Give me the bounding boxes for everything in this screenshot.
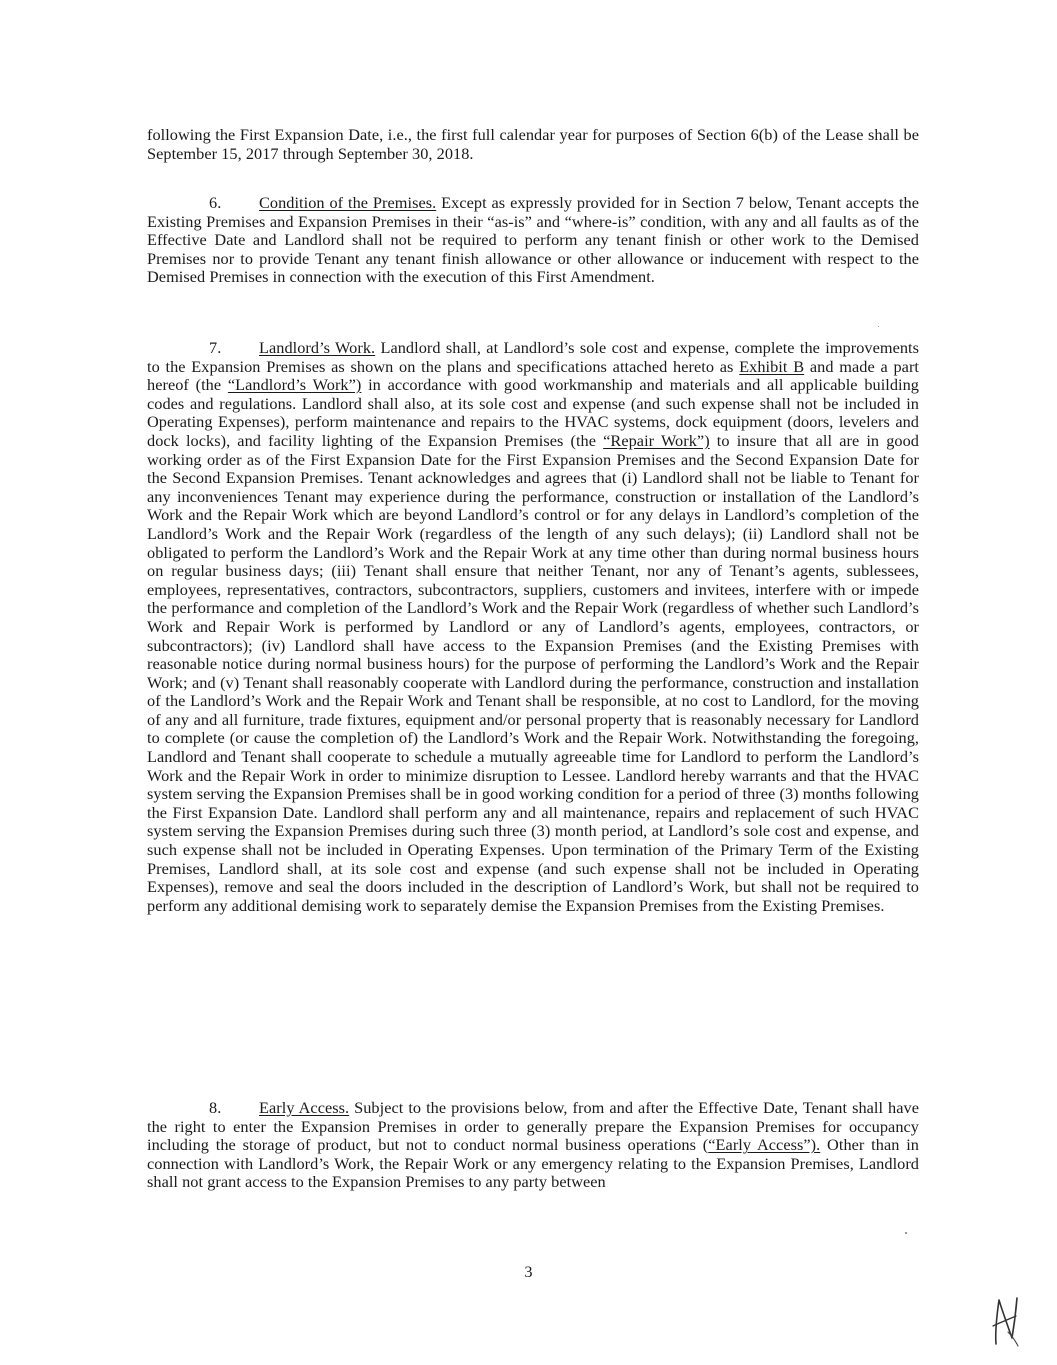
scan-speck bbox=[905, 1232, 907, 1234]
section-6-number: 6. bbox=[209, 193, 222, 212]
section-7-paragraph bbox=[147, 339, 919, 915]
section-8-number: 8. bbox=[209, 1098, 222, 1117]
handwritten-initials-signature bbox=[990, 1292, 1024, 1350]
section-8-paragraph bbox=[147, 1099, 919, 1192]
section-7-heading: Landlord’s Work. bbox=[259, 338, 376, 357]
section-7-body-b: and made a part hereof (the bbox=[147, 356, 919, 395]
section-7-body-d: to insure that all are in good working order as of the First Expansion Date for the First Expansion Premises and the Second Expansion Date for the Second Expansion Premises. Tenant acknowledges and agrees that (i) Landlord shall not be liable to Tenant for any inconveniences Tenant may experience during the performance, construction or installation of the Landlord’s Work and the Repair Work which are beyond Landlord’s control or for any delays in Landlord’s completion of the Landlord’s Work and the Repair Work (regardless of the length of any such delays); (ii) Landlord shall not be obligated to perform the Landlord’s Work and the Repair Work at any time other than during normal business hours on regular business days; (iii) Tenant shall ensure that neither Tenant, nor any of Tenant’s agents, sublessees, employees, representatives, contractors, subcontractors, suppliers, customers and invitees, interfere with or impede the performance and completion of the Landlord’s Work and the Repair Work (regardless of whether such Landlord’s Work and Repair Work is performed by Landlord or any of Landlord’s agents, employees, contractors, or subcontractors); (iv) Landlord shall have access to the Expansion Premises (and the Existing Premises with reasonable notice during normal business hours) for the purpose of performing the Landlord’s Work and the Repair Work; and (v) Tenant shall reasonably cooperate with Landlord during the performance, construction and installation of the Landlord’s Work and the Repair Work and Tenant shall be responsible, at no cost to Landlord, for the moving of any and all furniture, trade fixtures, equipment and/or personal property that is reasonably necessary for Landlord to complete (or cause the completion of) the Landlord’s Work and the Repair Work. Notwithstanding the foregoing, Landlord and Tenant shall cooperate to schedule a mutually agreeable time for Landlord to perform the Landlord’s Work and the Repair Work in order to minimize disruption to Lessee. Landlord hereby warrants and that the HVAC system serving the Expansion Premises shall be in good working condition for a period of three (3) months following the First Expansion Date. Landlord shall perform any and all maintenance, repairs and replacement of such HVAC system serving the Expansion Premises during such three (3) month period, at Landlord’s sole cost and expense, and such expense shall not be included in Operating Expenses. Upon termination of the Primary Term of the Existing Premises, Landlord shall, at its sole cost and expense (and such expense shall not be included in Operating Expenses), remove and seal the doors included in the description of Landlord’s Work, but shall not be required to perform any additional demising work to separately demise the Expansion Premises from the Existing Premises. bbox=[147, 430, 919, 915]
repair-work-defined-term: “Repair Work”) bbox=[603, 430, 710, 450]
early-access-defined-term: “Early Access”). bbox=[708, 1135, 821, 1155]
section-8-body-b: Other than in connection with Landlord’s Work, the Repair Work or any emergency relating to the Expansion Premises, Landlord shall not grant access to the Expansion Premises to any party between bbox=[147, 1135, 919, 1192]
intro-text: following the First Expansion Date, i.e., the first full calendar year for purposes of Section 6(b) of the Lease shall be September 15, 2017 through September 30, 2018. bbox=[147, 125, 919, 163]
exhibit-b-reference: Exhibit B bbox=[739, 356, 805, 376]
section-7-body-c: in accordance with good workmanship and materials and all applicable building codes and regulations. Landlord shall also, at its sole cost and expense (and such expense shall not be included in Operating Expenses), perform maintenance and repairs to the HVAC systems, dock equipment (doors, levelers and dock locks), and facility lighting of the Expansion Premises (the bbox=[147, 375, 919, 450]
landlords-work-defined-term: “Landlord’s Work”) bbox=[227, 375, 362, 395]
section-6-body: Except as expressly provided for in Section 7 below, Tenant accepts the Existing Premises and Expansion Premises in their “as-is” and “where-is” condition, with any and all faults as of the Effective Date and Landlord shall not be required to perform any tenant finish or other work to the Demised Premises nor to provide Tenant any tenant finish allowance or other allowance or inducement with respect to the Demised Premises in connection with the execution of this First Amendment. bbox=[147, 193, 919, 287]
page-number: 3 bbox=[524, 1262, 533, 1281]
section-8-heading: Early Access. bbox=[259, 1098, 350, 1117]
section-6-heading: Condition of the Premises. bbox=[259, 193, 437, 212]
scan-speck bbox=[878, 326, 879, 327]
section-8-body-a: Subject to the provisions below, from and after the Effective Date, Tenant shall have the right to enter the Expansion Premises in order to generally prepare the Expansion Premises for occupancy including the storage of product, but not to conduct normal business operations ( bbox=[147, 1098, 919, 1155]
section-7-number: 7. bbox=[209, 338, 222, 357]
section-6-paragraph bbox=[147, 194, 919, 287]
intro-paragraph bbox=[147, 126, 919, 163]
section-7-body-a: Landlord shall, at Landlord’s sole cost and expense, complete the improvements to the Expansion Premises as shown on the plans and specifications attached hereto as bbox=[147, 338, 919, 376]
